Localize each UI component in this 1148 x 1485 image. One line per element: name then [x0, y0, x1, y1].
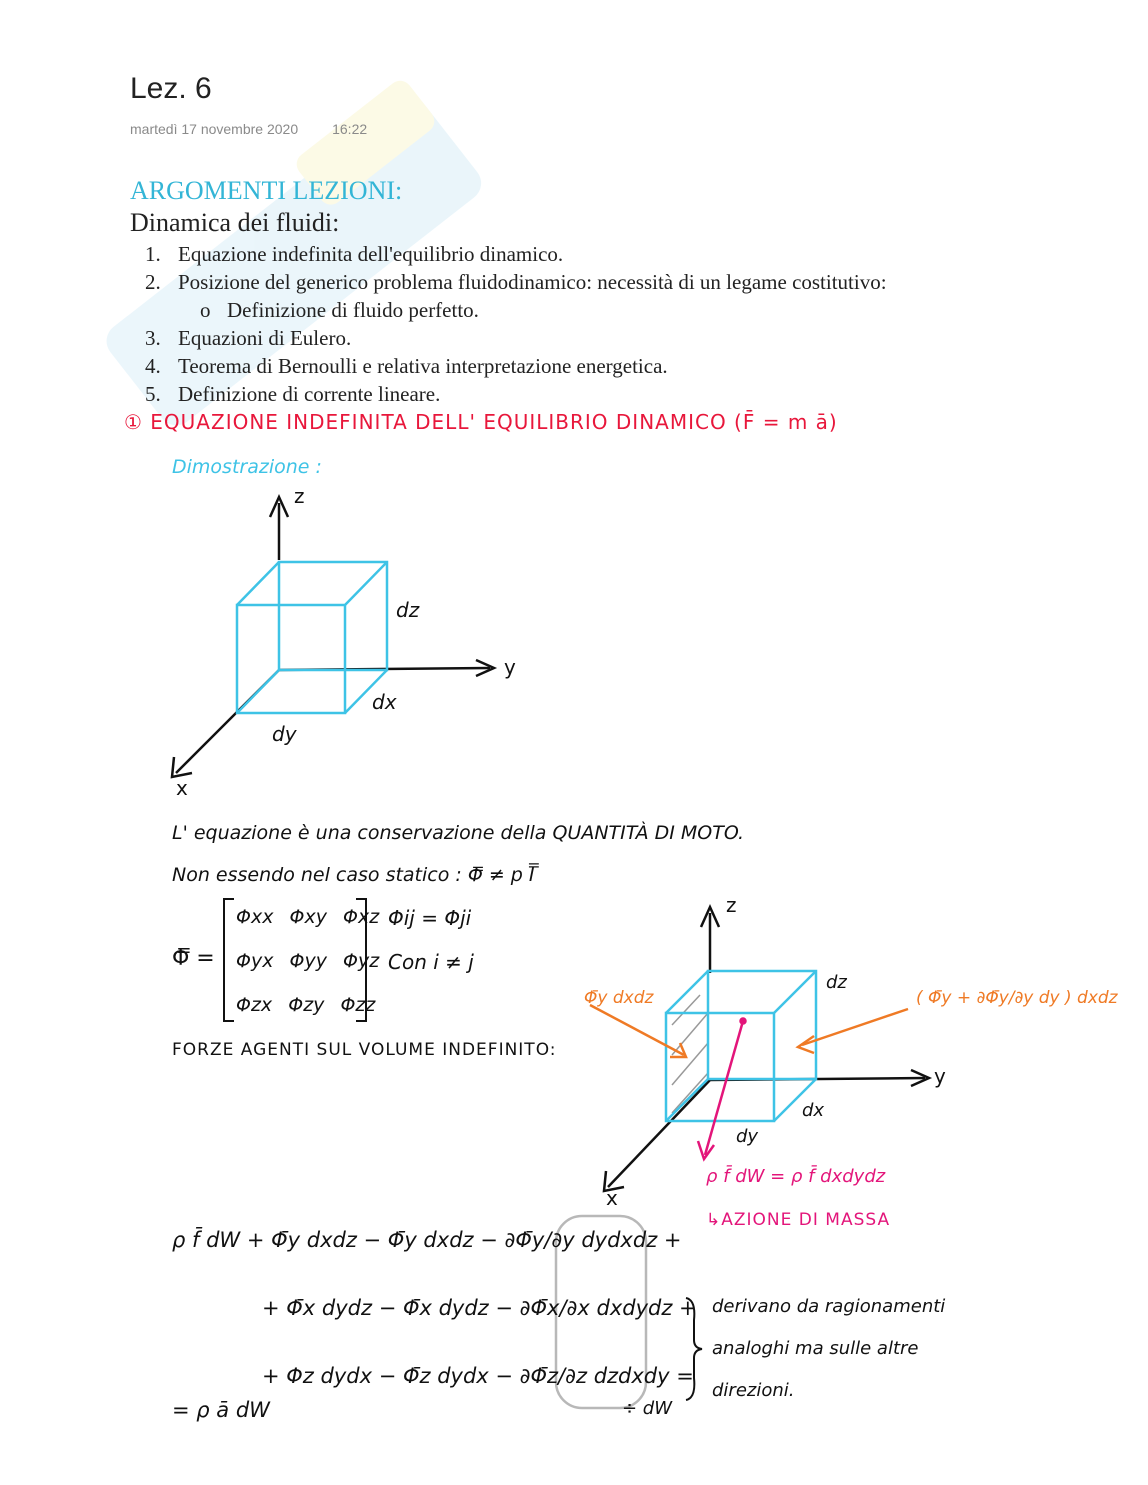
page-meta — [130, 121, 367, 137]
matrix-label: Φ̿ = — [172, 946, 215, 971]
equation-row-3: + Φz dydx − Φ̄z dydx − ∂Φ̄z/∂z dzdxdy = — [262, 1364, 694, 1388]
topics-heading: ARGOMENTI LEZIONI: — [130, 176, 403, 205]
list-item: 5. Definizione di corrente lineare. — [145, 382, 441, 406]
topics-list — [145, 240, 887, 408]
note-line-2: Non essendo nel caso statico : Φ̿ ≠ p I̿ — [172, 864, 535, 886]
label-dz: dz — [396, 598, 420, 622]
side-brace — [680, 1296, 704, 1402]
right-face-force: ( Φ̄y + ∂Φ̄y/∂y dy ) dxdz — [916, 988, 1118, 1008]
axis-label-y-2: y — [934, 1064, 946, 1088]
equation-row-4-tail: ÷ dW — [622, 1398, 673, 1419]
label-dx: dx — [372, 690, 397, 714]
cube-diagram-1 — [160, 485, 520, 805]
equation-row-1: ρ f̄ dW + Φ̄y dxdz − Φ̄y dxdz − ∂Φ̄y/∂y dydxdz + — [172, 1228, 682, 1252]
side-note-3: direzioni. — [712, 1380, 795, 1401]
section-title: ① EQUAZIONE INDEFINITA DELL' EQUILIBRIO DINAMICO (F̄ = m ā) — [124, 410, 838, 434]
mass-force-label: ↳AZIONE DI MASSA — [706, 1210, 891, 1230]
left-face-force: Φ̄y dxdz — [584, 988, 654, 1008]
side-note-2: analoghi ma sulle altre — [712, 1338, 919, 1359]
list-item: 4. Teorema di Bernoulli e relativa interpretazione energetica. — [145, 354, 668, 378]
page-time: 16:22 — [332, 121, 368, 137]
label-dz-2: dz — [826, 972, 847, 993]
axis-label-z-2: z — [726, 893, 737, 917]
condition-note: Con i ≠ j — [388, 950, 474, 974]
list-item: o Definizione di fluido perfetto. — [200, 298, 479, 322]
list-item: 1. Equazione indefinita dell'equilibrio dinamico. — [145, 242, 564, 266]
topics-subheading: Dinamica dei fluidi: — [130, 208, 340, 237]
matrix-row-2: Φyx Φyy Φyz — [236, 950, 380, 972]
label-dy: dy — [272, 722, 297, 746]
side-note-1: derivano da ragionamenti — [712, 1296, 946, 1317]
label-dx-2: dx — [802, 1100, 825, 1121]
symmetry-note: Φij = Φji — [388, 906, 472, 930]
page-date: martedì 17 novembre 2020 — [130, 121, 299, 137]
axis-label-y: y — [504, 655, 516, 679]
axis-label-x-2: x — [606, 1186, 618, 1210]
dimostrazione-label: Dimostrazione : — [172, 456, 322, 478]
matrix-row-3: Φzx Φzy Φzz — [236, 994, 376, 1016]
list-item: 3. Equazioni di Eulero. — [145, 326, 352, 350]
axis-label-z: z — [294, 484, 305, 508]
note-line-1: L' equazione è una conservazione della QUANTITÀ DI MOTO. — [172, 822, 745, 844]
label-dy-2: dy — [736, 1126, 759, 1147]
page-title: Lez. 6 — [130, 72, 212, 105]
equation-row-4: = ρ ā dW — [172, 1398, 270, 1422]
forces-label: FORZE AGENTI SUL VOLUME INDEFINITO: — [172, 1040, 557, 1060]
axis-label-x: x — [176, 776, 188, 800]
mass-force: ρ f̄ dW = ρ f̄ dxdydz — [706, 1166, 886, 1187]
matrix-row-1: Φxx Φxy Φxz — [236, 906, 380, 928]
list-item: 2. Posizione del generico problema fluidodinamico: necessità di un legame costitutivo: — [145, 270, 887, 294]
equation-row-2: + Φ̄x dydz − Φ̄x dydz − ∂Φ̄x/∂x dxdydz + — [262, 1296, 697, 1320]
